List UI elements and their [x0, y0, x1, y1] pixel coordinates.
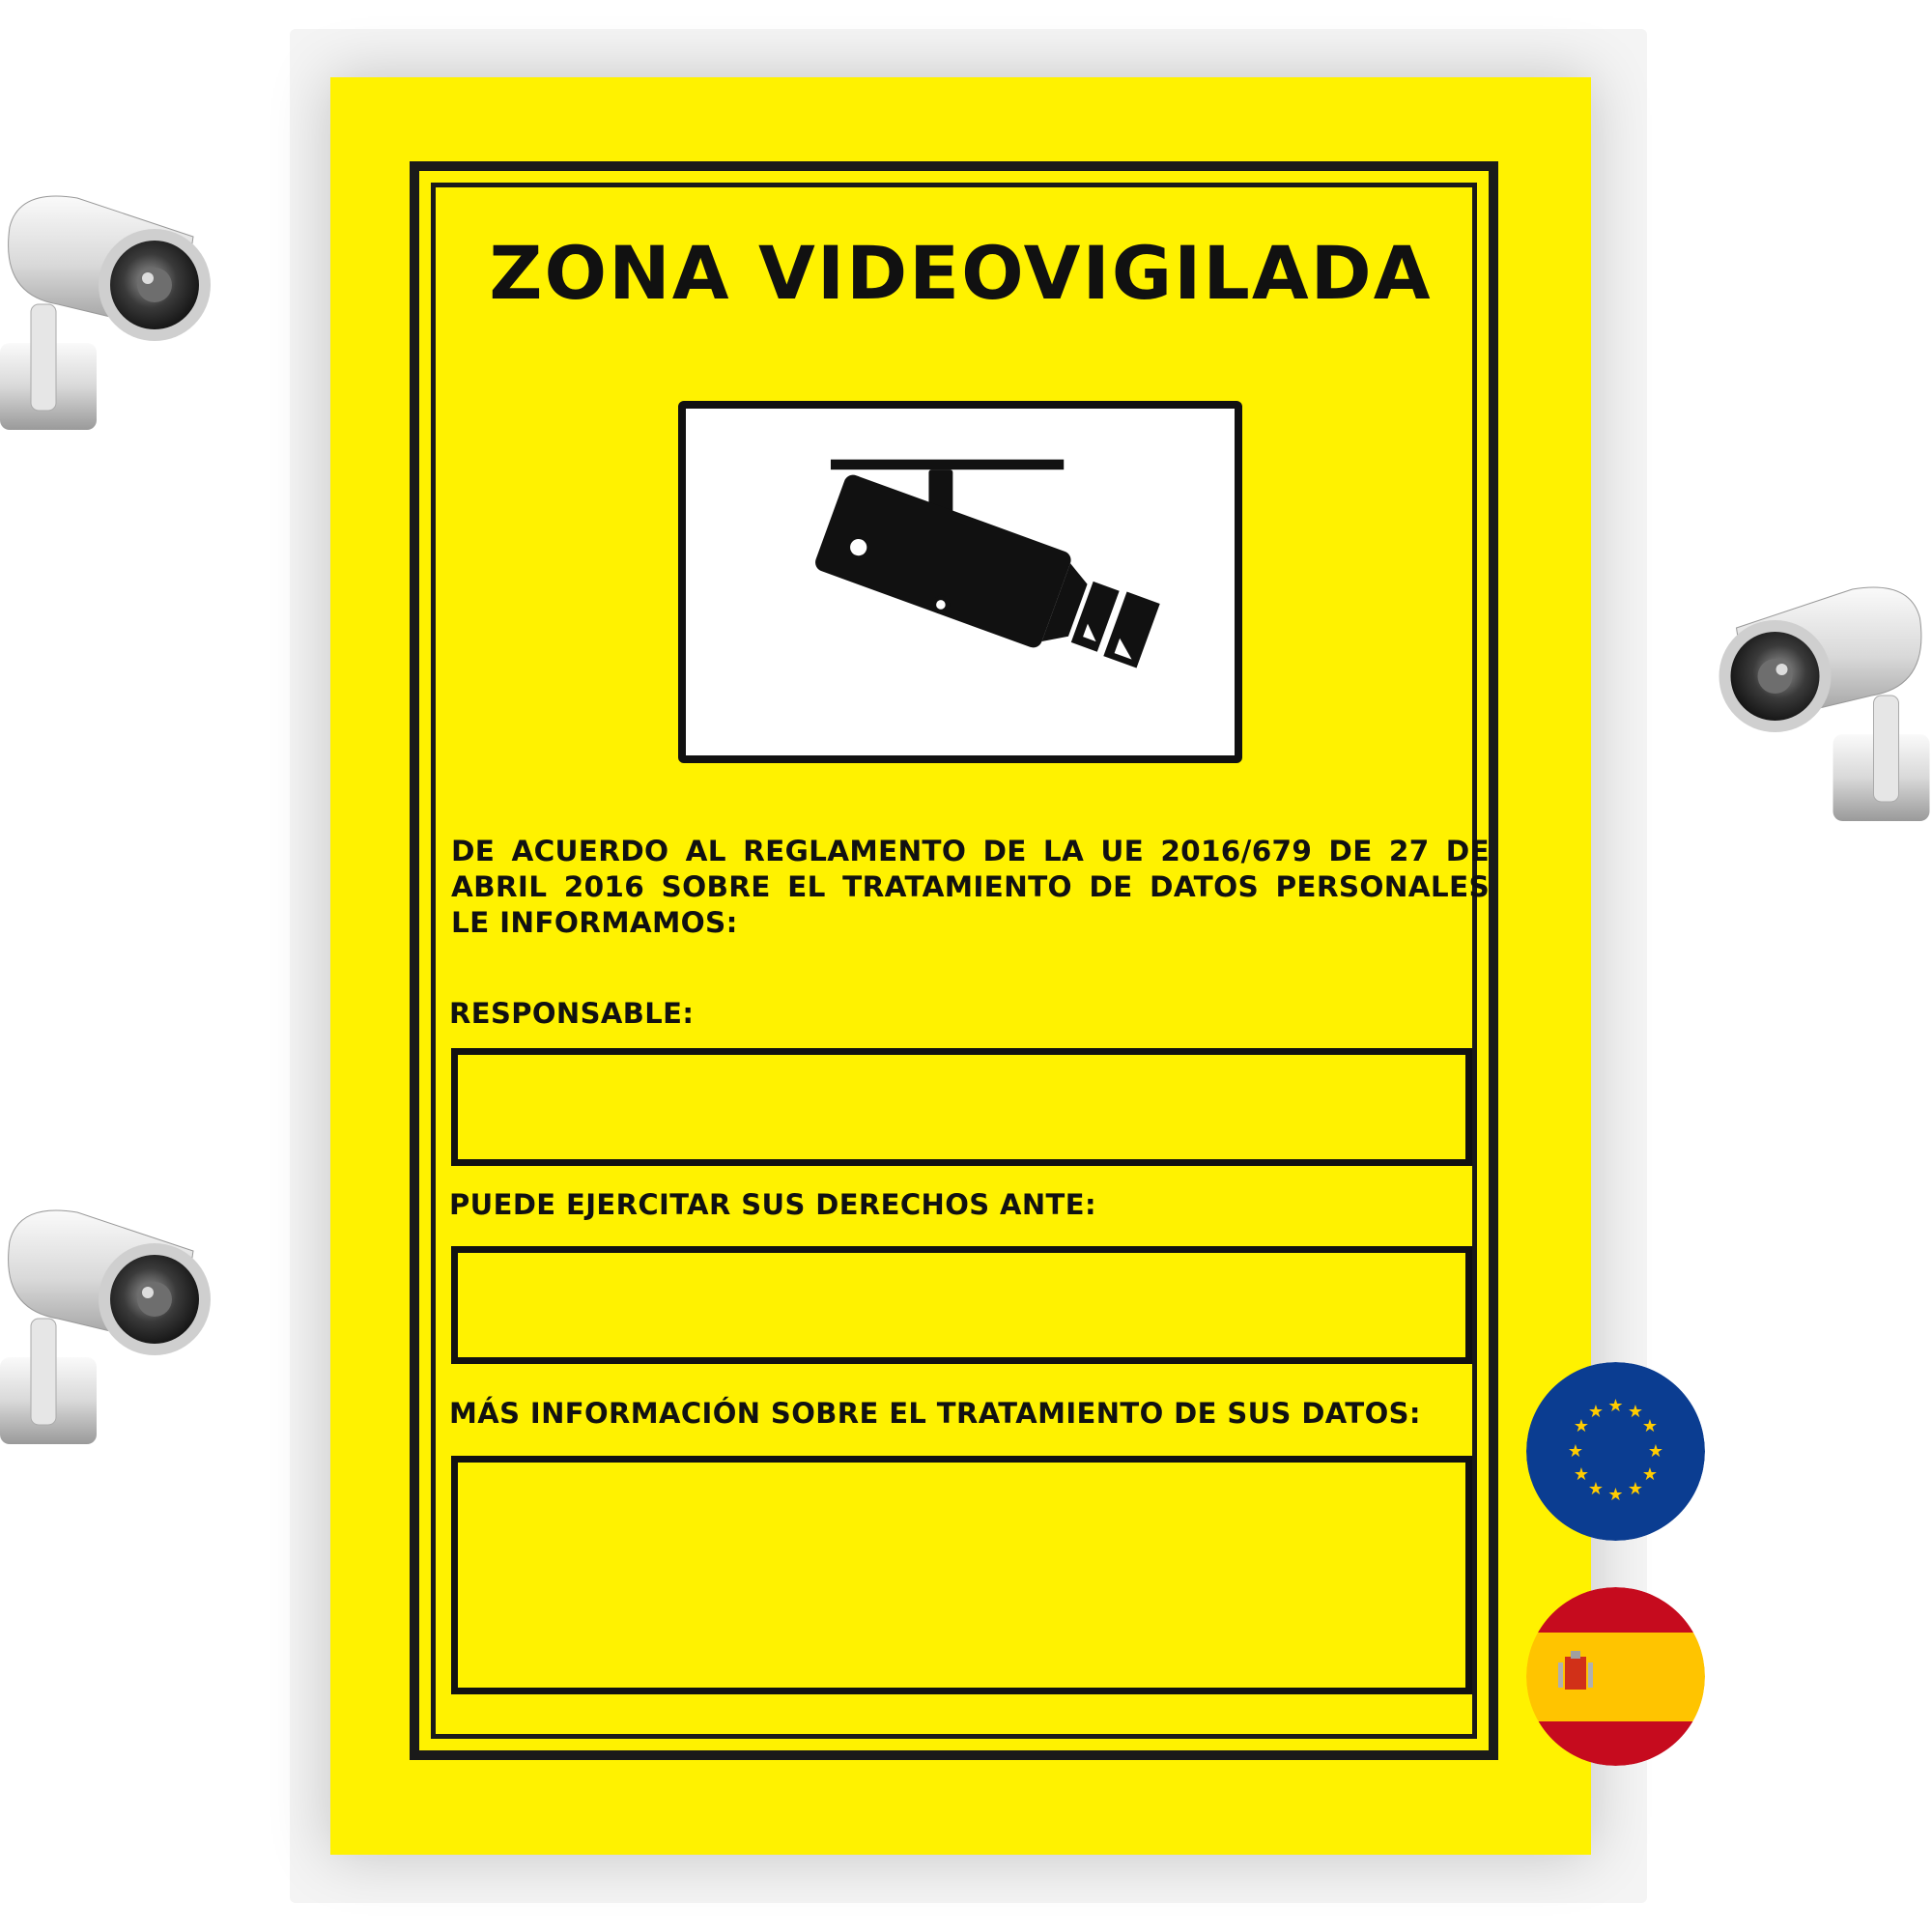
svg-text:★: ★ — [1641, 1416, 1659, 1436]
more-info-field[interactable] — [451, 1456, 1472, 1694]
security-camera-icon — [0, 188, 222, 440]
svg-text:★: ★ — [1587, 1402, 1605, 1422]
svg-text:★: ★ — [1587, 1479, 1605, 1499]
rights-label: PUEDE EJERCITAR SUS DERECHOS ANTE: — [449, 1188, 1096, 1221]
svg-text:★: ★ — [1627, 1479, 1644, 1499]
svg-text:★: ★ — [1573, 1416, 1590, 1436]
video-surveillance-sign — [330, 77, 1591, 1855]
svg-text:★: ★ — [1567, 1441, 1584, 1462]
eu-flag-icon — [1526, 1362, 1705, 1541]
sign-title: ZONA VIDEOVIGILADA — [489, 230, 1433, 316]
more-info-label: MÁS INFORMACIÓN SOBRE EL TRATAMIENTO DE SUS DATOS: — [449, 1397, 1421, 1430]
security-camera-icon — [1705, 580, 1932, 831]
gdpr-notice-text: DE ACUERDO AL REGLAMENTO DE LA UE 2016/679 DE 27 DE ABRIL 2016 SOBRE EL TRATAMIENTO DE DATOS PERSONALES LE INFORMAMOS: — [451, 835, 1490, 939]
responsable-label: RESPONSABLE: — [449, 997, 695, 1030]
cctv-pictogram-box — [678, 401, 1242, 763]
svg-text:★: ★ — [1627, 1402, 1644, 1422]
security-camera-icon — [0, 1203, 222, 1454]
rights-field[interactable] — [451, 1246, 1472, 1364]
svg-text:★: ★ — [1641, 1464, 1659, 1485]
cctv-camera-icon — [686, 409, 1235, 755]
spain-flag-icon — [1526, 1587, 1705, 1766]
svg-text:★: ★ — [1607, 1485, 1624, 1505]
svg-text:★: ★ — [1573, 1464, 1590, 1485]
svg-text:★: ★ — [1607, 1396, 1624, 1416]
svg-text:★: ★ — [1647, 1441, 1664, 1462]
responsable-field[interactable] — [451, 1048, 1472, 1166]
